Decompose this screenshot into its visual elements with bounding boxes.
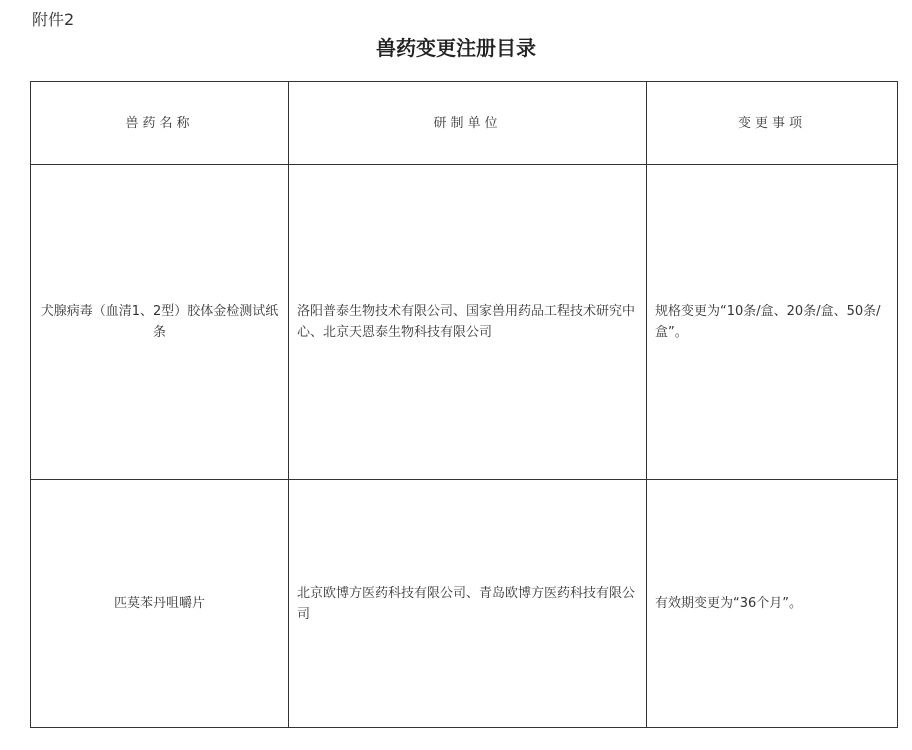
table-header-row — [31, 82, 898, 165]
registration-catalog-table — [30, 81, 898, 728]
drug-name-cell: 犬腺病毒（血清1、2型）胶体金检测试纸条 — [31, 165, 289, 480]
change-item-cell: 有效期变更为“36个月”。 — [647, 480, 898, 728]
header-developer: 研制单位 — [289, 82, 647, 165]
developer-cell: 北京欧博方医药科技有限公司、青岛欧博方医药科技有限公司 — [289, 480, 647, 728]
table-row — [31, 480, 898, 728]
header-change-item: 变更事项 — [647, 82, 898, 165]
table-row — [31, 165, 898, 480]
drug-name-cell: 匹莫苯丹咀嚼片 — [31, 480, 289, 728]
change-item-cell: 规格变更为“10条/盒、20条/盒、50条/盒”。 — [647, 165, 898, 480]
developer-cell: 洛阳普泰生物技术有限公司、国家兽用药品工程技术研究中心、北京天恩泰生物科技有限公司 — [289, 165, 647, 480]
header-drug-name: 兽药名称 — [31, 82, 289, 165]
document-title: 兽药变更注册目录 — [376, 36, 536, 60]
attachment-label: 附件2 — [32, 10, 75, 29]
